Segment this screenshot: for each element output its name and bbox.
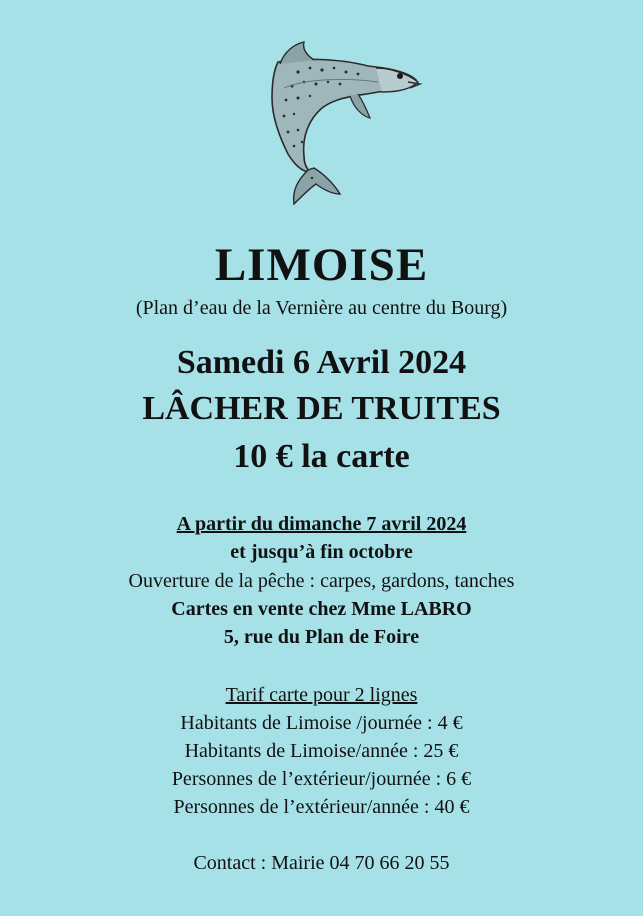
contact-info: Contact : Mairie 04 70 66 20 55 — [193, 852, 450, 874]
tarif-item: Personnes de l’extérieur/journée : 6 € — [171, 768, 472, 790]
season-end: et jusqu’à fin octobre — [230, 541, 413, 563]
tarif-title: Tarif carte pour 2 lignes — [225, 684, 418, 706]
event-name: LÂCHER DE TRUITES — [142, 390, 501, 427]
tarif-item: Personnes de l’extérieur/année : 40 € — [173, 796, 470, 818]
page-title: LIMOISE — [214, 239, 429, 291]
fishing-opening: Ouverture de la pêche : carpes, gardons, tanches — [128, 570, 515, 592]
season-start: A partir du dimanche 7 avril 2024 — [176, 513, 467, 535]
trout-icon — [258, 38, 428, 210]
event-date: Samedi 6 Avril 2024 — [176, 344, 467, 381]
tarif-item: Habitants de Limoise /journée : 4 € — [180, 712, 463, 734]
location-subtitle: (Plan d’eau de la Vernière au centre du Bourg) — [135, 297, 508, 319]
tarif-item: Habitants de Limoise/année : 25 € — [184, 740, 459, 762]
event-price: 10 € la carte — [233, 438, 410, 475]
sale-address: 5, rue du Plan de Foire — [223, 626, 420, 648]
card-sale-info: Cartes en vente chez Mme LABRO — [171, 598, 472, 620]
